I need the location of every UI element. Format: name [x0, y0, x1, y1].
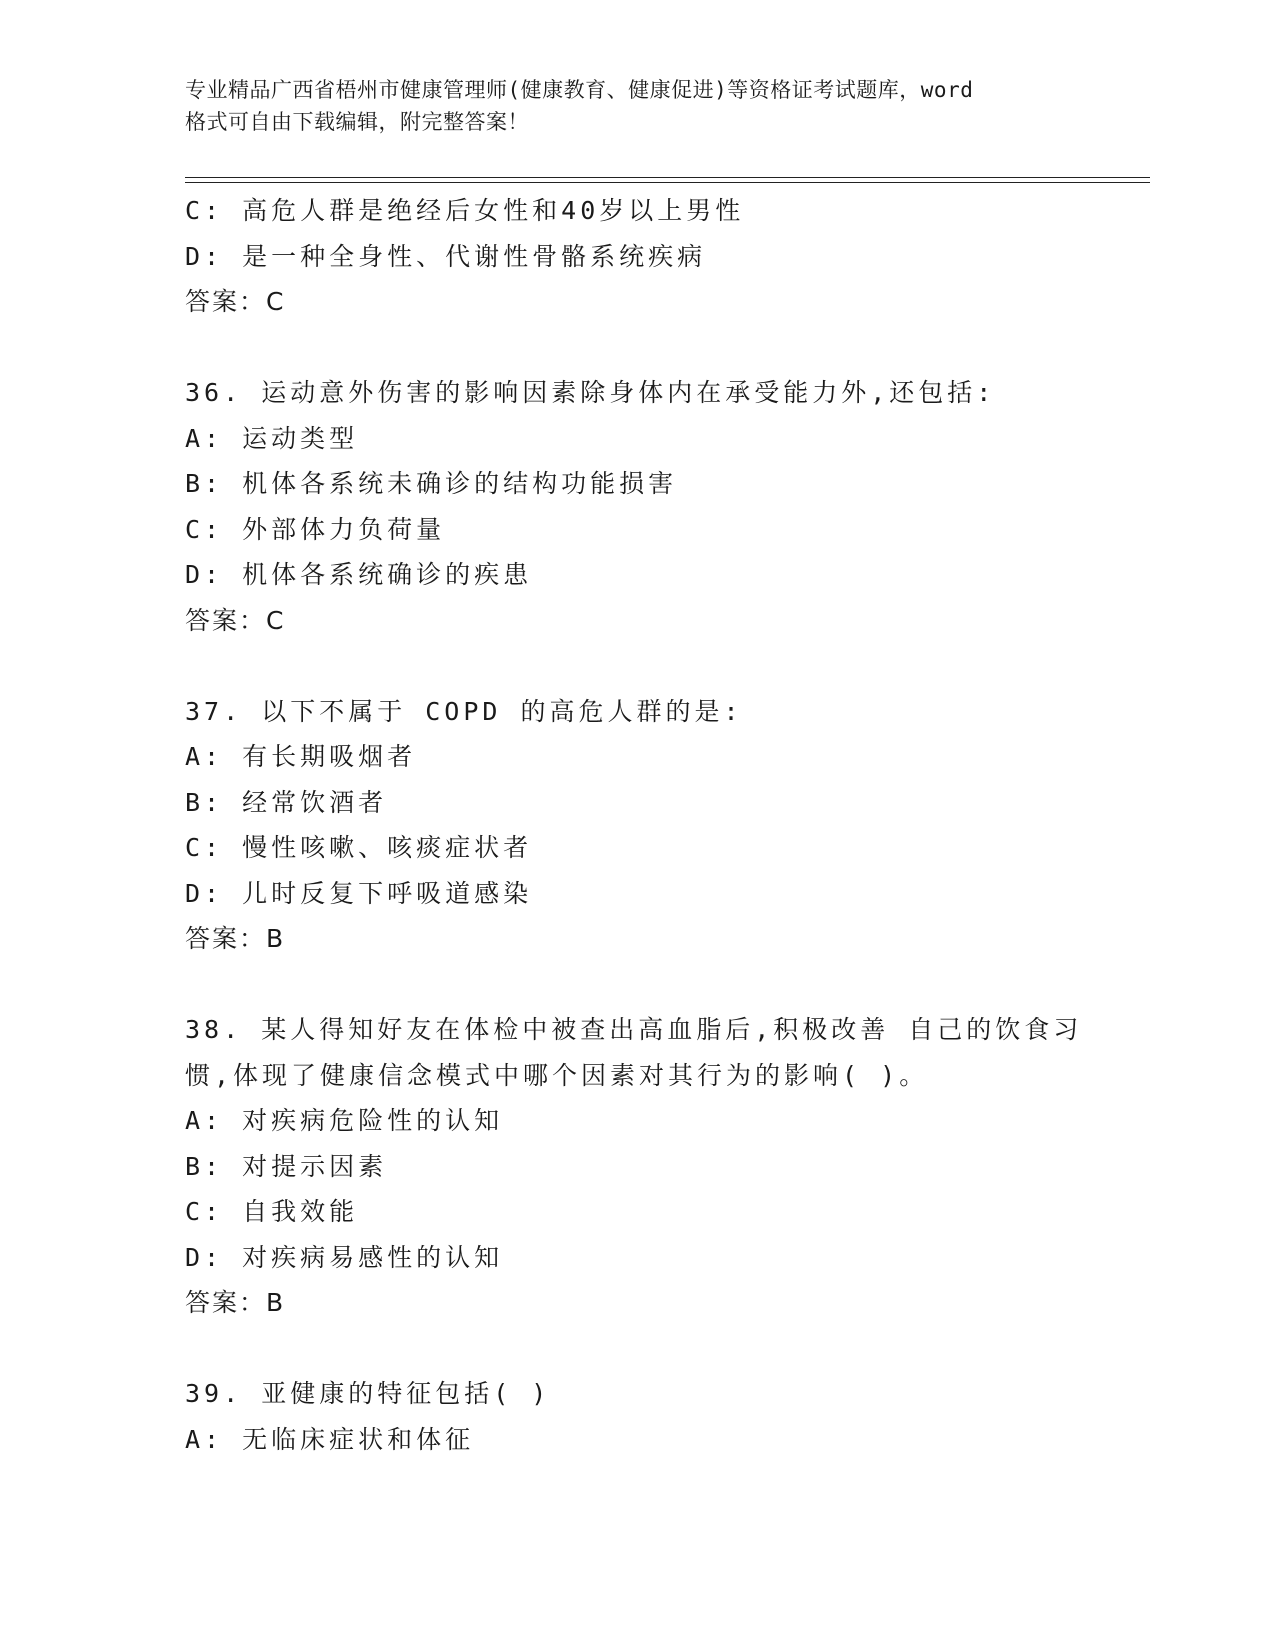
spacer	[185, 643, 1085, 689]
question-36	[185, 370, 1085, 643]
answer: 答案：B	[185, 924, 286, 953]
option-d: D: 机体各系统确诊的疾患	[185, 560, 533, 589]
question-stem: 36. 运动意外伤害的影响因素除身体内在承受能力外,还包括:	[185, 378, 996, 407]
option-a: A: 有长期吸烟者	[185, 742, 417, 771]
option-a: A: 运动类型	[185, 423, 359, 453]
question-37	[185, 689, 1085, 962]
header-divider-bottom	[185, 182, 1150, 183]
page-header	[185, 74, 1085, 138]
option-b: B: 机体各系统未确诊的结构功能损害	[185, 469, 678, 498]
answer: 答案：C	[185, 605, 286, 635]
question-stem: 37. 以下不属于 COPD 的高危人群的是:	[185, 696, 743, 726]
header-line-1: 专业精品广西省梧州市健康管理师(健康教育、健康促进)等资格证考试题库，word	[185, 78, 974, 102]
answer: 答案：B	[185, 1288, 286, 1317]
option-c: C: 慢性咳嗽、咳痰症状者	[185, 833, 533, 862]
question-38	[185, 1007, 1085, 1326]
option-d: D: 儿时反复下呼吸道感染	[185, 878, 533, 908]
question-content	[185, 188, 1085, 1462]
header-divider-top	[185, 177, 1150, 178]
spacer	[185, 962, 1085, 1008]
spacer	[185, 325, 1085, 371]
option-d: D: 是一种全身性、代谢性骨骼系统疾病	[185, 241, 707, 271]
option-a: A: 对疾病危险性的认知	[185, 1106, 504, 1135]
question-stem: 38. 某人得知好友在体检中被查出高血脂后,积极改善 自己的饮食习	[185, 1015, 1083, 1044]
question-39	[185, 1371, 1085, 1462]
option-d: D: 对疾病易感性的认知	[185, 1242, 504, 1272]
question-stem: 39. 亚健康的特征包括( )	[185, 1379, 551, 1408]
header-line-2: 格式可自由下载编辑，附完整答案！	[185, 110, 529, 134]
option-b: B: 经常饮酒者	[185, 787, 388, 817]
question-stem-continued: 惯,体现了健康信念模式中哪个因素对其行为的影响( )。	[185, 1060, 929, 1090]
option-b: B: 对提示因素	[185, 1151, 388, 1181]
option-c: C: 高危人群是绝经后女性和40岁以上男性	[185, 196, 745, 225]
option-a: A: 无临床症状和体征	[185, 1424, 475, 1454]
spacer	[185, 1326, 1085, 1372]
option-c: C: 外部体力负荷量	[185, 514, 446, 544]
option-c: C: 自我效能	[185, 1197, 359, 1226]
answer: 答案：C	[185, 287, 286, 316]
question-35-continued	[185, 188, 1085, 325]
